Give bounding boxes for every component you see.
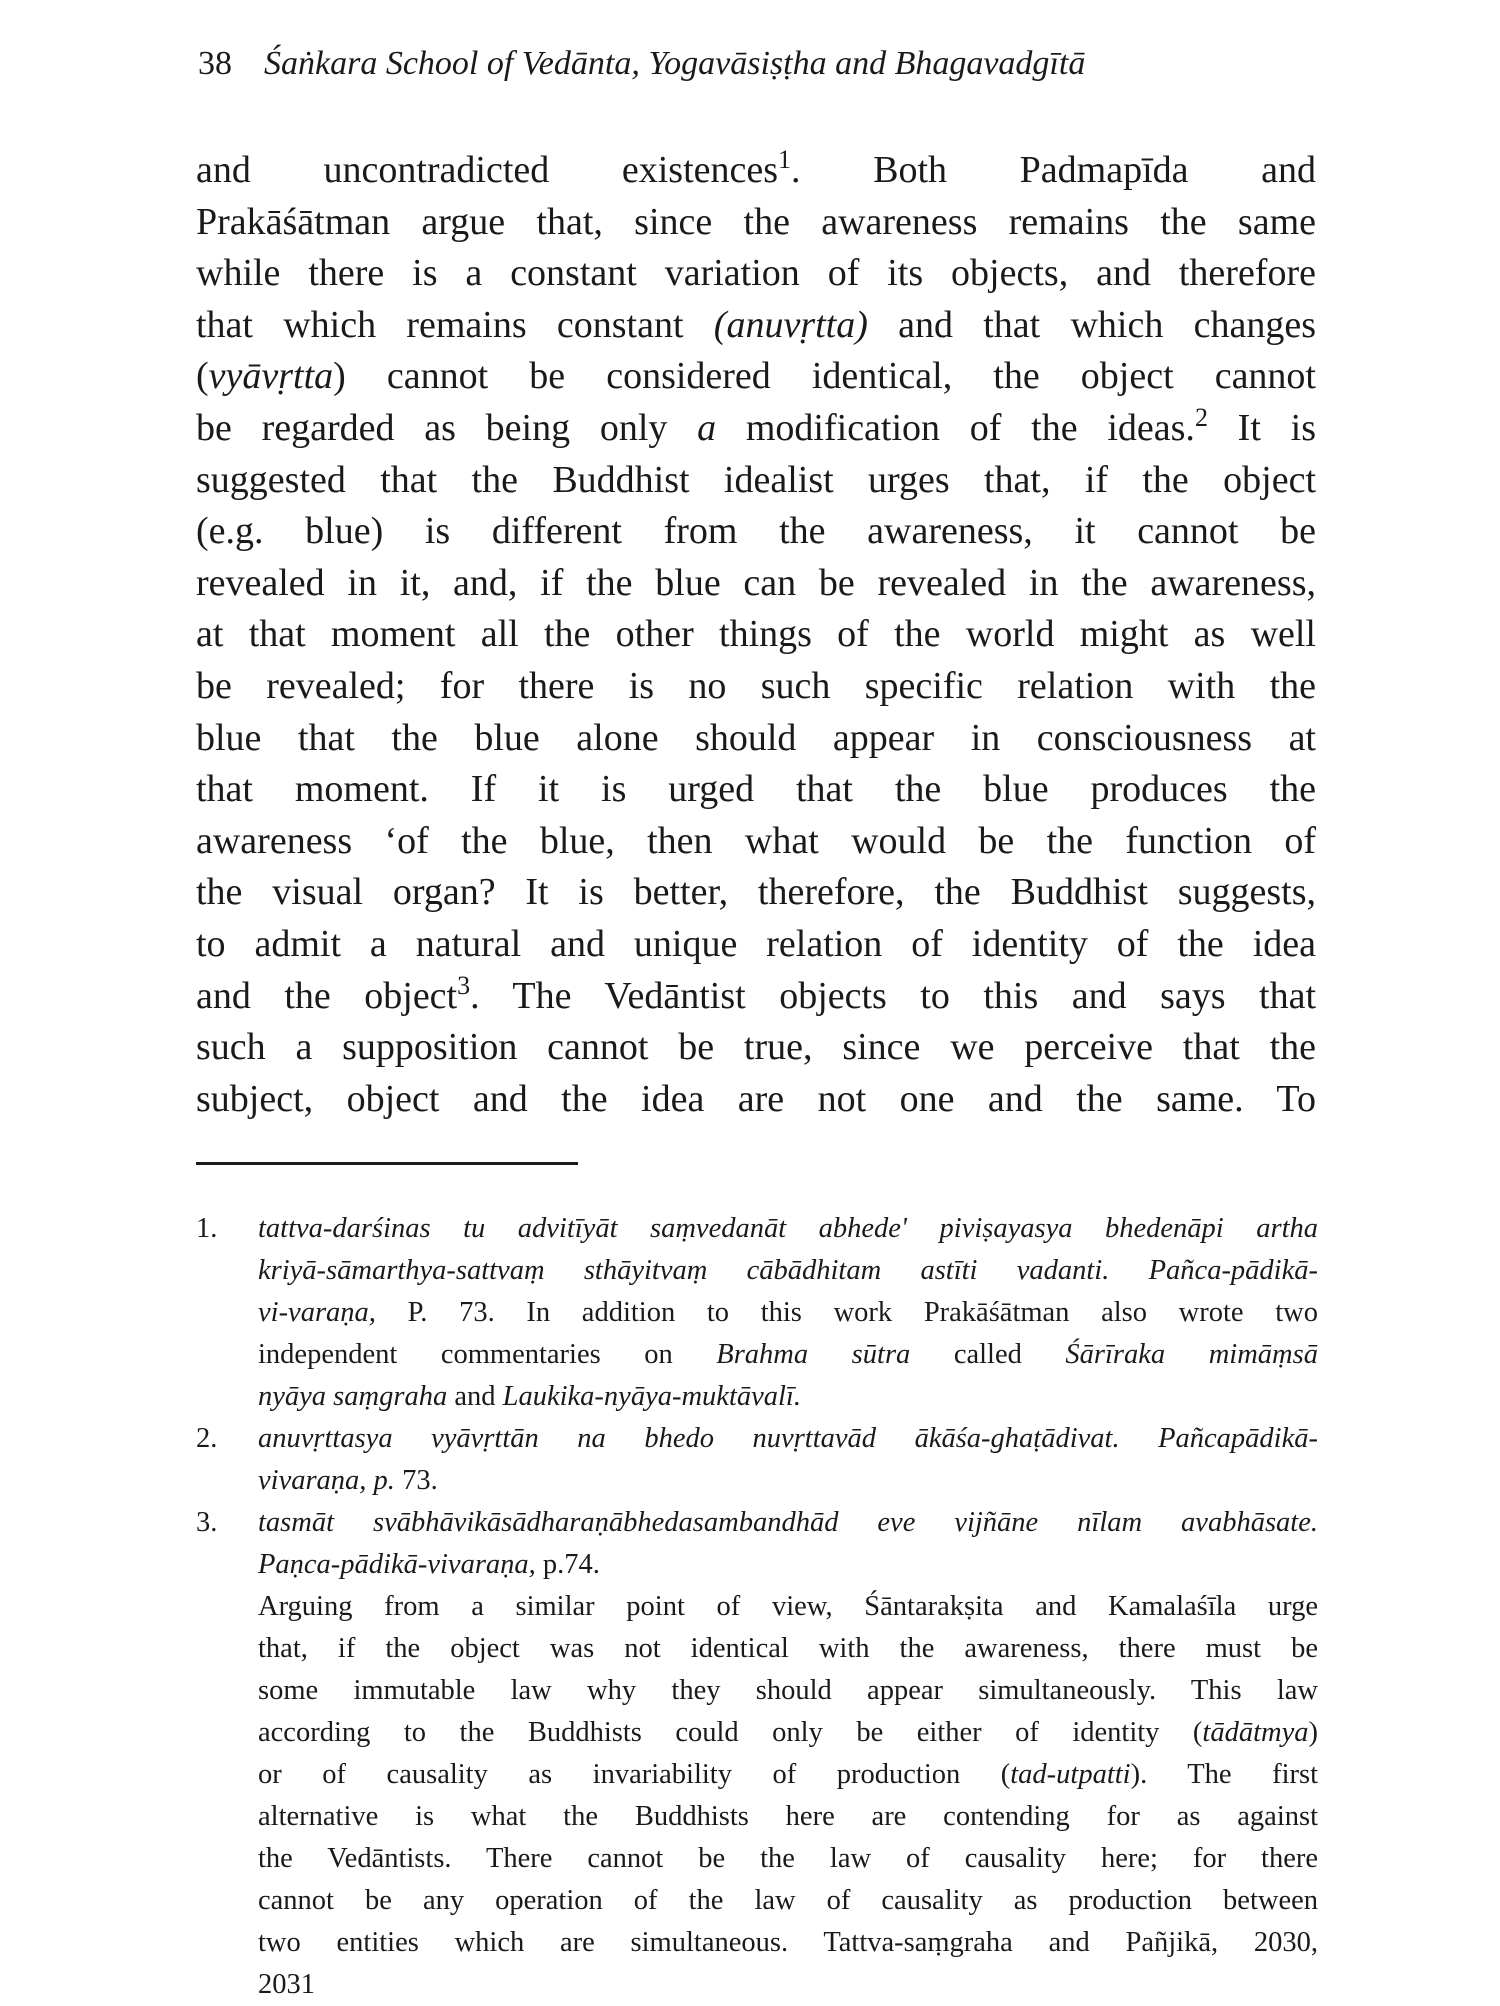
footnote-line: kriyā-sāmarthya-sattvaṃ sthāyitvaṃ cābādhitam astīti vadanti. Pañca-pādikā-: [258, 1255, 1318, 1286]
text-line: the visual organ? It is better, therefore, the Buddhist suggests,: [196, 871, 1316, 914]
text-line: while there is a constant variation of its objects, and therefore: [196, 252, 1316, 295]
text-line: (e.g. blue) is different from the awareness, it cannot be: [196, 510, 1316, 553]
footnote-number: 1.: [196, 1213, 218, 1244]
text-line: (vyāvṛtta) cannot be considered identical, the object cannot: [196, 355, 1316, 398]
footnote-line: 2031: [258, 1969, 315, 2000]
footnote-number: 2.: [196, 1423, 218, 1454]
text-line: and uncontradicted existences$^1$. Both Padmapīda and: [196, 145, 1316, 191]
text-line: to admit a natural and unique relation of identity of the idea: [196, 922, 1316, 965]
footnote-line: two entities which are simultaneous. Tattva-saṃgraha and Pañjikā, 2030,: [258, 1927, 1318, 1958]
footnotes: [196, 1208, 1318, 2006]
footnote-line: the Vedāntists. There cannot be the law of causality here; for there: [258, 1843, 1318, 1874]
footnote-3: 3. tasmāt svābhāvikāsādharaṇābhedasambandhād eve vijñāne nīlam avabhāsate.: [196, 1502, 1318, 1544]
text-line: suggested that the Buddhist idealist urges that, if the object: [196, 458, 1316, 501]
footnote-ref-2: 2: [1194, 402, 1208, 432]
footnote-line: vivaraṇa, p. 73.: [258, 1465, 438, 1496]
footnote-line: alternative is what the Buddhists here are contending for as against: [258, 1801, 1318, 1832]
main-text: [196, 145, 1316, 1125]
footnote-line: according to the Buddhists could only be either of identity (tādātmya): [258, 1717, 1318, 1748]
running-head: [198, 42, 1322, 86]
footnote-line: some immutable law why they should appear simultaneously. This law: [258, 1675, 1318, 1706]
footnote-line: vi-varaṇa, P. 73. In addition to this work Prakāśātman also wrote two: [258, 1297, 1318, 1328]
footnote-2: 2. anuvṛttasya vyāvṛttān na bhedo nuvṛttavād ākāśa-ghaṭādivat. Pañcapādikā-: [196, 1418, 1318, 1460]
text-line: and the object$^3$. The Vedāntist objects to this and says that: [196, 970, 1316, 1017]
text-line: revealed in it, and, if the blue can be revealed in the awareness,: [196, 561, 1316, 604]
footnote-ref-1: 1: [778, 145, 792, 174]
text-line: that which remains constant (anuvṛtta) and that which changes: [196, 303, 1316, 346]
footnote-number: 3.: [196, 1507, 218, 1538]
footnote-line: or of causality as invariability of production (tad-utpatti). The first: [258, 1759, 1318, 1790]
text-line: subject, object and the idea are not one and the same. To: [196, 1077, 1316, 1120]
text-line: blue that the blue alone should appear in consciousness at: [196, 716, 1316, 759]
footnote-separator: [196, 1162, 578, 1165]
text-line: that moment. If it is urged that the blue produces the: [196, 768, 1316, 811]
footnote-line: Arguing from a similar point of view, Śāntarakṣita and Kamalaśīla urge: [258, 1591, 1318, 1622]
text-line: be regarded as being only a modification of the ideas.$^2$ It is: [196, 402, 1316, 449]
book-title: Śaṅkara School of Vedānta, Yogavāsiṣṭha and Bhagavadgītā: [264, 45, 1086, 82]
footnote-ref-3: 3: [457, 970, 471, 1000]
text-line: be revealed; for there is no such specific relation with the: [196, 664, 1316, 707]
page-number: 38: [198, 45, 232, 82]
footnote-1: 1. tattva-darśinas tu advitīyāt saṃvedanāt abhede' piviṣayasya bhedenāpi artha: [196, 1208, 1318, 1250]
text-line: such a supposition cannot be true, since we perceive that the: [196, 1026, 1316, 1069]
text-line: at that moment all the other things of the world might as well: [196, 613, 1316, 656]
footnote-line: Paṇca-pādikā-vivaraṇa, p.74.: [258, 1549, 600, 1580]
text-line: Prakāśātman argue that, since the awareness remains the same: [196, 200, 1316, 243]
text-line: awareness ‘of the blue, then what would be the function of: [196, 819, 1316, 862]
footnote-line: independent commentaries on Brahma sūtra called Śārīraka mimāṃsā: [258, 1339, 1318, 1370]
footnote-line: cannot be any operation of the law of causality as production between: [258, 1885, 1318, 1916]
footnote-line: nyāya saṃgraha and Laukika-nyāya-muktāvalī.: [258, 1381, 801, 1412]
footnote-line: that, if the object was not identical with the awareness, there must be: [258, 1633, 1318, 1664]
